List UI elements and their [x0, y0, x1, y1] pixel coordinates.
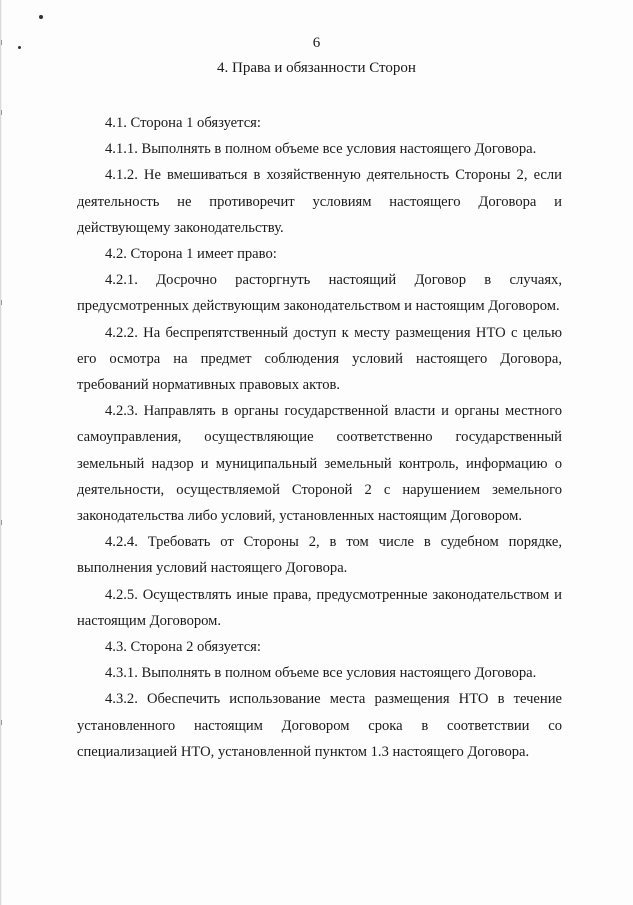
scan-edge-mark	[1, 520, 2, 525]
scan-edge-mark	[1, 110, 2, 115]
scan-speck	[39, 15, 43, 19]
paragraph-4-3: 4.3. Сторона 2 обязуется:	[105, 639, 261, 656]
scan-edge-mark	[1, 720, 2, 725]
scan-left-edge	[0, 0, 2, 905]
paragraph-4-2-1: 4.2.1. Досрочно расторгнуть настоящий Договор в случаях, предусмотренных действующим законодательством и настоящим Договором.	[77, 272, 562, 315]
document-body	[77, 110, 562, 765]
page-number: 6	[312, 35, 321, 51]
paragraph-4-2-3: 4.2.3. Направлять в органы государственной власти и органы местного самоуправления, осуществляющие соответственно государственный земельный надзор и муниципальный земельный контроль, информацию о деятельности, осуществляемой Стороной 2 с нарушением земельного законодательства либо условий, установленных настоящим Договором.	[77, 403, 562, 525]
paragraph-4-2-2: 4.2.2. На беспрепятственный доступ к месту размещения НТО с целью его осмотра на предмет соблюдения условий настоящего Договора, требований нормативных правовых актов.	[77, 324, 562, 394]
section-title: 4. Права и обязанности Сторон	[217, 60, 416, 76]
paragraph-4-1-2: 4.1.2. Не вмешиваться в хозяйственную деятельность Стороны 2, если деятельность не противоречит условиям настоящего Договора и действующему законодательству.	[77, 167, 562, 236]
scan-edge-mark	[1, 300, 2, 305]
paragraph-4-3-1: 4.3.1. Выполнять в полном объеме все условия настоящего Договора.	[105, 665, 537, 682]
paragraph-4-3-2: 4.3.2. Обеспечить использование места размещения НТО в течение установленного настоящим Договором срока в соответствии со специализацией НТО, установленной пунктом 1.3 настоящего Договора.	[77, 691, 562, 760]
paragraph-4-2: 4.2. Сторона 1 имеет право:	[105, 246, 277, 263]
paragraph-4-2-5: 4.2.5. Осуществлять иные права, предусмотренные законодательством и настоящим Договором.	[77, 586, 562, 629]
paragraph-4-1: 4.1. Сторона 1 обязуется:	[105, 115, 261, 131]
paragraph-4-1-1: 4.1.1. Выполнять в полном объеме все условия настоящего Договора.	[105, 141, 537, 158]
paragraph-4-2-4: 4.2.4. Требовать от Стороны 2, в том числе в судебном порядке, выполнения условий настоящего Договора.	[77, 534, 562, 577]
